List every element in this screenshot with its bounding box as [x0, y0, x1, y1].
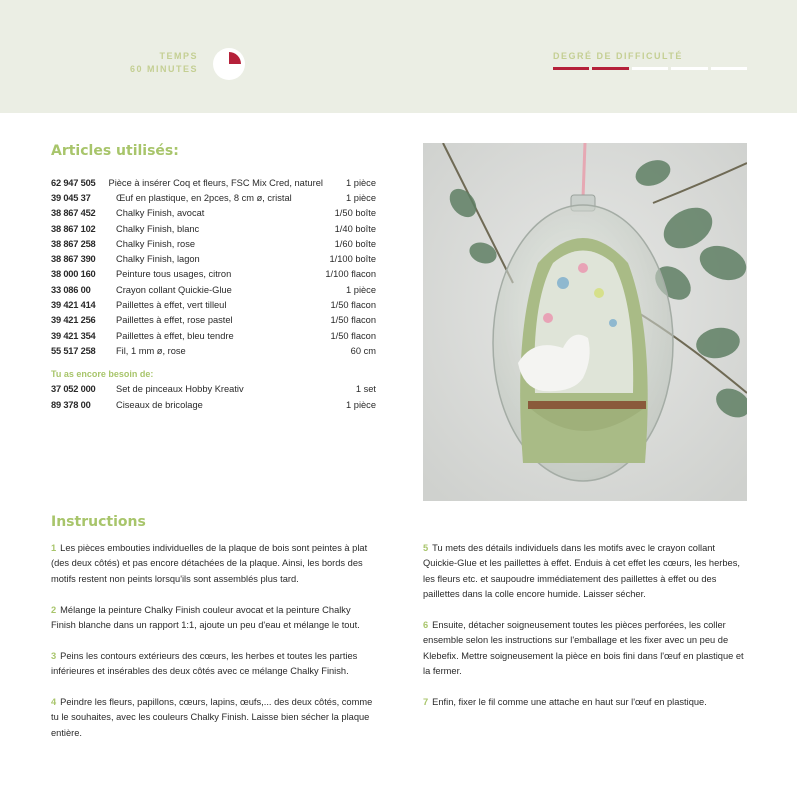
- article-quantity: 1 pièce: [346, 399, 376, 410]
- article-row: [51, 297, 376, 312]
- article-quantity: 1/40 boîte: [334, 223, 376, 234]
- difficulty-meter: [553, 67, 747, 71]
- article-name: Chalky Finish, avocat: [116, 208, 205, 219]
- product-photo: [423, 143, 747, 501]
- instruction-step: [423, 618, 748, 680]
- instruction-step: [51, 695, 376, 741]
- article-row: [51, 267, 376, 282]
- step-text: Peindre les fleurs, papillons, cœurs, lapins, œufs,... des deux côtés, comme tu le souhaites, avec les couleurs Chalky Finish. Laisse bien sécher la plaque entière.: [51, 697, 373, 738]
- article-quantity: 1/100 boîte: [329, 254, 376, 265]
- step-number: 3: [51, 650, 57, 661]
- step-number: 4: [51, 697, 57, 708]
- article-code: 39 421 354: [51, 330, 96, 341]
- time-value: 60 MINUTES: [129, 64, 198, 74]
- instruction-step: [51, 649, 376, 680]
- article-row: [51, 175, 376, 190]
- article-quantity: 1 set: [355, 384, 376, 395]
- article-name: Crayon collant Quickie-Glue: [116, 284, 232, 295]
- clock-icon: [212, 47, 246, 81]
- step-number: 5: [423, 543, 429, 553]
- step-text: Ensuite, détacher soigneusement toutes les pièces perforées, les coller ensemble selon les instructions sur l'emballage et les fixer avec un peu de Klebefix. Mettre soigneusement la pièce en bois fini dans l'œuf en plastique et la fermer.: [423, 620, 744, 677]
- instructions-right-column: [423, 541, 748, 726]
- step-text: Les pièces embouties individuelles de la plaque de bois sont peintes à plat (des deux côtés) et pas encore détachées de la plaque. Ainsi, les bords des motifs restent non peints lorsqu'ils sont assemblés plus tard.: [51, 543, 368, 584]
- article-name: Pièce à insérer Coq et fleurs, FSC Mix Cred, naturel: [108, 177, 323, 188]
- article-row: [51, 328, 376, 343]
- step-text: Mélange la peinture Chalky Finish couleur avocat et la peinture Chalky Finish blanche dans un rapport 1:1, ajoute un peu d'eau et mélange le tout.: [51, 604, 360, 631]
- instructions-title: Instructions: [51, 514, 146, 530]
- article-code: 62 947 505: [51, 177, 96, 188]
- article-name: Œuf en plastique, en 2pces, 8 cm ø, cristal: [116, 192, 292, 203]
- instruction-step: [423, 541, 748, 603]
- article-name: Set de pinceaux Hobby Kreativ: [116, 384, 244, 395]
- article-name: Fil, 1 mm ø, rose: [116, 345, 186, 356]
- difficulty-bar: [711, 67, 747, 70]
- article-code: 38 867 102: [51, 223, 96, 234]
- difficulty-bar: [632, 67, 668, 70]
- article-quantity: 1/50 flacon: [330, 330, 376, 341]
- article-row: [51, 382, 376, 397]
- article-code: 38 000 160: [51, 269, 96, 280]
- article-name: Chalky Finish, lagon: [116, 254, 200, 265]
- article-name: Ciseaux de bricolage: [116, 399, 203, 410]
- article-name: Chalky Finish, rose: [116, 238, 196, 249]
- article-row: [51, 251, 376, 266]
- article-code: 38 867 390: [51, 254, 96, 265]
- article-row: [51, 190, 376, 205]
- step-number: 1: [51, 543, 57, 553]
- article-quantity: 1 pièce: [346, 284, 376, 295]
- article-row: [51, 282, 376, 297]
- article-quantity: 1/60 boîte: [334, 238, 376, 249]
- article-name: Paillettes à effet, bleu tendre: [116, 330, 234, 341]
- article-quantity: 1 pièce: [346, 192, 376, 203]
- time-block: [98, 50, 198, 76]
- article-name: Chalky Finish, blanc: [116, 223, 200, 234]
- article-code: 39 421 414: [51, 300, 96, 311]
- step-text: Enfin, fixer le fil comme une attache en haut sur l'œuf en plastique.: [432, 697, 707, 708]
- article-quantity: 1/50 flacon: [330, 300, 376, 311]
- articles-list: [51, 175, 376, 412]
- article-code: 33 086 00: [51, 284, 91, 295]
- article-row: [51, 313, 376, 328]
- article-code: 55 517 258: [51, 345, 96, 356]
- instruction-step: [51, 541, 376, 587]
- article-row: [51, 343, 376, 358]
- article-code: 89 378 00: [51, 399, 91, 410]
- difficulty-bar: [553, 67, 589, 70]
- article-row: [51, 206, 376, 221]
- instructions-left-column: [51, 541, 376, 757]
- article-quantity: 1/50 boîte: [334, 208, 376, 219]
- instruction-step: [423, 695, 748, 710]
- difficulty-bar: [671, 67, 707, 70]
- header-band: [0, 0, 797, 113]
- article-quantity: 1 pièce: [346, 177, 376, 188]
- step-text: Peins les contours extérieurs des cœurs, les herbes et toutes les parties inférieures et insérables des deux côtés avec ce mélange Chalky Finish.: [51, 650, 358, 677]
- article-code: 38 867 258: [51, 238, 96, 249]
- difficulty-label: DEGRÉ DE DIFFICULTÉ: [553, 51, 683, 61]
- instruction-step: [51, 603, 376, 634]
- step-number: 7: [423, 697, 429, 708]
- time-label: TEMPS: [159, 51, 198, 61]
- difficulty-bar: [592, 67, 628, 70]
- step-number: 2: [51, 604, 57, 615]
- article-row: [51, 236, 376, 251]
- article-name: Peinture tous usages, citron: [116, 269, 232, 280]
- article-code: 39 421 256: [51, 315, 96, 326]
- article-row: [51, 397, 376, 412]
- articles-title: Articles utilisés:: [51, 143, 179, 159]
- article-name: Paillettes à effet, vert tilleul: [116, 300, 227, 311]
- step-number: 6: [423, 620, 429, 631]
- article-quantity: 1/50 flacon: [330, 315, 376, 326]
- extra-title: Tu as encore besoin de:: [51, 369, 154, 380]
- article-quantity: 1/100 flacon: [325, 269, 376, 280]
- step-text: Tu mets des détails individuels dans les motifs avec le crayon collant Quickie-Glue et les paillettes à effet. Enduis à cet effet les cœurs, les herbes, les fleurs etc. et saupoudre immédiatement des paillettes à effet ou des paillettes dans la colle encore humide. Laisser sécher.: [423, 543, 740, 600]
- article-name: Paillettes à effet, rose pastel: [116, 315, 233, 326]
- easter-egg-ornament-photo-icon: [423, 143, 747, 501]
- article-quantity: 60 cm: [350, 345, 376, 356]
- article-row: [51, 221, 376, 236]
- article-code: 39 045 37: [51, 192, 91, 203]
- article-code: 37 052 000: [51, 384, 96, 395]
- article-code: 38 867 452: [51, 208, 96, 219]
